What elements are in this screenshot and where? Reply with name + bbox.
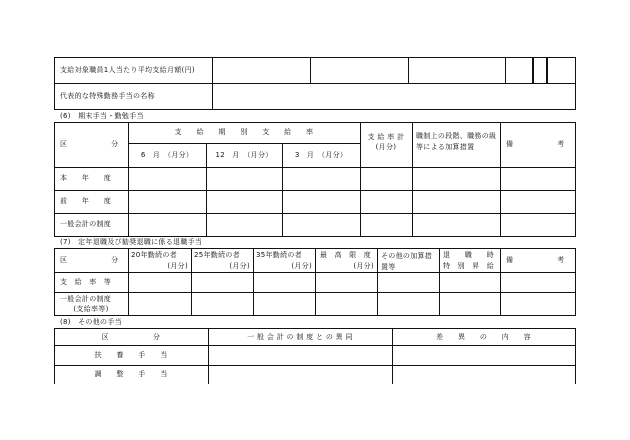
s6-row-2: 前 年 度: [60, 197, 112, 205]
s6-col-shikyu-goukei-unit: (月分): [375, 143, 397, 151]
s7-col-25-unit: (月分): [229, 262, 250, 270]
s6-col-shikyu-goukei: 支 給 率 計: [367, 133, 405, 141]
s7-col-20-unit: (月分): [167, 262, 188, 270]
s7-col-bikou: 備 考: [506, 256, 565, 264]
s6-row-3: 一般会計の制度: [60, 220, 112, 228]
section7-title: (7) 定年退職及び勧奨退職に係る退職手当: [60, 238, 203, 246]
s7-col-other: その他の加算措置等: [381, 252, 433, 271]
s7-row-1: 支 給 率 等: [60, 278, 112, 286]
s7-col-20: 20年勤続の者: [131, 251, 178, 259]
s7-col-taishoku2: 特 別 昇 給: [443, 262, 495, 270]
section6-title: (6) 期末手当・勤勉手当: [60, 112, 144, 120]
s7-col-kubun: 区 分: [60, 256, 119, 264]
s8-col-sai: 差 異 の 内 容: [436, 333, 531, 341]
s7-col-taishoku: 退 職 時: [443, 251, 495, 259]
s8-col-ippan: 一 般 会 計 の 制 度 と の 異 同: [247, 333, 353, 341]
s7-col-35-unit: (月分): [291, 262, 312, 270]
s7-row-2a: 一般会計の制度: [60, 295, 112, 303]
s8-row-2: 調 整 手 当: [94, 370, 168, 378]
s6-col-mar: 3 月 （月分）: [294, 151, 348, 159]
top-row1-label: 支給対象職員1人当たり平均支給月額(円): [60, 66, 195, 74]
s6-col-bikou: 備 考: [506, 140, 565, 148]
section8-title: (8) その他の手当: [60, 318, 122, 326]
s6-col-dec: 12 月 （月分）: [215, 151, 273, 159]
s8-col-kubun: 区 分: [101, 333, 161, 341]
s7-col-max: 最 高 限 度: [320, 251, 372, 259]
s6-row-1: 本 年 度: [60, 174, 112, 182]
s7-col-25: 25年勤続の者: [194, 251, 241, 259]
s6-col-kubun: 区 分: [60, 140, 119, 148]
s6-col-kasan: 職制上の段階、職務の級等による加算措置: [416, 132, 497, 151]
s8-row-1: 扶 養 手 当: [94, 351, 168, 359]
s7-col-max-unit: (月分): [353, 262, 374, 270]
top-row2-label: 代表的な特殊勤務手当の名称: [60, 92, 155, 100]
s7-col-35: 35年勤続の者: [256, 251, 303, 259]
s7-row-2b: (支給率等): [73, 305, 109, 313]
s6-col-jun: 6 月 （月分）: [140, 151, 194, 159]
s6-col-shikyu-kikan: 支 給 期 別 支 給 率: [174, 128, 314, 136]
